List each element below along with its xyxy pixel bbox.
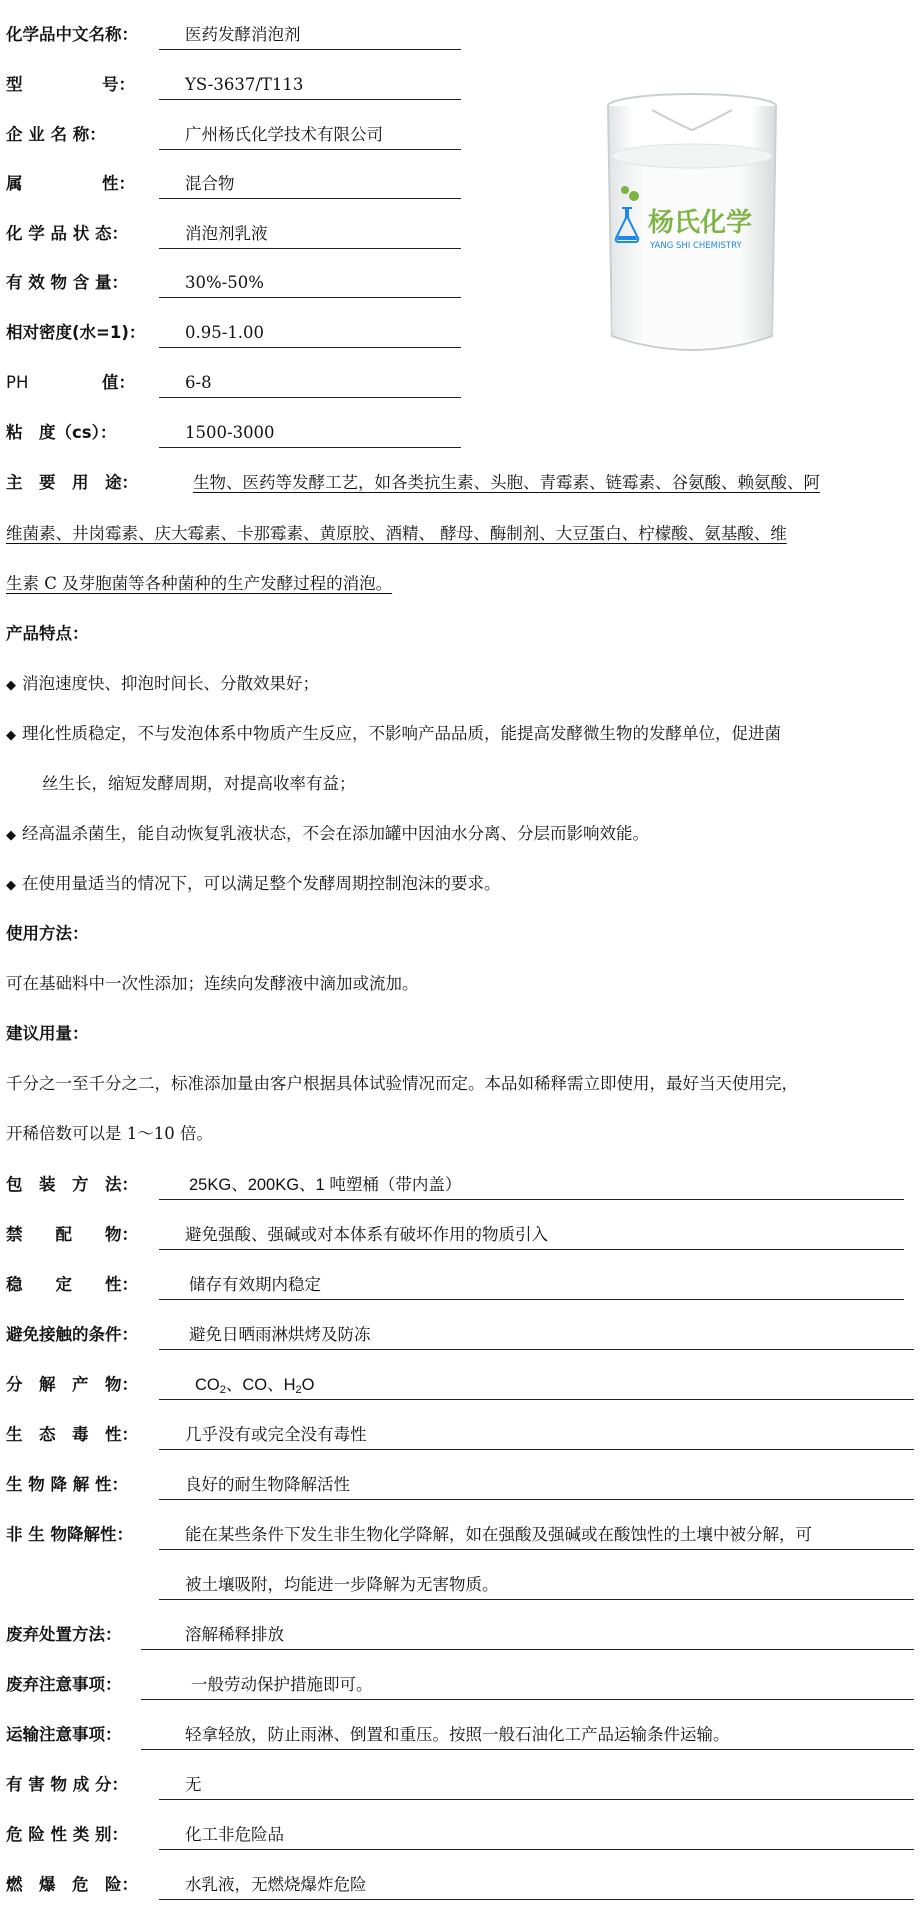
spec-value: 消泡剂乳液 bbox=[185, 224, 268, 243]
dosage-line-2: 开稀倍数可以是 1～10 倍。 bbox=[6, 1124, 213, 1143]
diamond-bullet-icon: ◆ bbox=[6, 678, 16, 693]
spec-value-formula: $CO_2$、CO、$H_2O$ bbox=[195, 1376, 315, 1396]
spec-value: 几乎没有或完全没有毒性 bbox=[185, 1425, 367, 1444]
spec-label: 化 学 品 状 态： bbox=[6, 224, 128, 243]
spec-label: 主 要 用 途： bbox=[6, 473, 138, 492]
usage-heading: 使用方法： bbox=[6, 924, 89, 943]
spec-value: 医药发酵消泡剂 bbox=[185, 25, 301, 44]
spec-label: 生 态 毒 性： bbox=[6, 1425, 138, 1444]
spec-value: 25KG、200KG、1 吨塑桶（带内盖） bbox=[189, 1176, 462, 1194]
spec-label: 危 险 性 类 别： bbox=[6, 1825, 128, 1844]
spec-label: 属 性： bbox=[6, 174, 135, 193]
spec-value: 溶解稀释排放 bbox=[185, 1625, 284, 1644]
main-use-line-1: 生物、医药等发酵工艺，如各类抗生素、头胞、青霉素、链霉素、谷氨酸、赖氨酸、阿 bbox=[193, 473, 820, 492]
spec-value: 能在某些条件下发生非生物化学降解，如在强酸及强碱或在酸蚀性的土壤中被分解，可 bbox=[185, 1525, 812, 1544]
spec-value: 避免强酸、强碱或对本体系有破坏作用的物质引入 bbox=[185, 1225, 548, 1244]
feature-bullet: ◆ 在使用量适当的情况下，可以满足整个发酵周期控制泡沫的要求。 bbox=[6, 874, 501, 893]
emulsion-surface bbox=[612, 144, 772, 168]
spec-label: 有 害 物 成 分： bbox=[6, 1775, 128, 1794]
diamond-bullet-icon: ◆ bbox=[6, 878, 16, 893]
feature-bullet: ◆ 消泡速度快、抑泡时间长、分散效果好； bbox=[6, 674, 319, 693]
feature-bullet-continued: 丝生长，缩短发酵周期，对提高收率有益； bbox=[42, 774, 356, 793]
usage-text: 可在基础料中一次性添加；连续向发酵液中滴加或流加。 bbox=[6, 974, 419, 993]
spec-value: 6-8 bbox=[185, 373, 212, 392]
spec-value: 无 bbox=[185, 1775, 202, 1794]
spec-value: 30%-50% bbox=[185, 273, 264, 292]
spec-label: 避免接触的条件： bbox=[6, 1325, 138, 1344]
spec-label: 企 业 名 称： bbox=[6, 125, 106, 144]
spec-value: 1500-3000 bbox=[185, 423, 275, 442]
spec-value: 广州杨氏化学技术有限公司 bbox=[185, 125, 383, 144]
spec-value: 0.95-1.00 bbox=[185, 323, 265, 342]
feature-bullet: ◆ 经高温杀菌生，能自动恢复乳液状态，不会在添加罐中因油水分离、分层而影响效能。 bbox=[6, 824, 649, 843]
spec-label: 相对密度(水=1)： bbox=[6, 323, 146, 342]
spec-label: 废弃处置方法： bbox=[6, 1625, 122, 1644]
spec-label: 非 生 物降解性： bbox=[6, 1525, 133, 1544]
spec-label: PH 值： bbox=[6, 373, 135, 392]
spec-label: 生 物 降 解 性： bbox=[6, 1475, 128, 1494]
spec-value: 被土壤吸附，均能进一步降解为无害物质。 bbox=[185, 1575, 499, 1594]
features-heading: 产品特点： bbox=[6, 624, 89, 643]
spec-value: 水乳液，无燃烧爆炸危险 bbox=[185, 1875, 367, 1894]
spec-label: 分 解 产 物： bbox=[6, 1375, 138, 1394]
diamond-bullet-icon: ◆ bbox=[6, 728, 16, 743]
feature-bullet: ◆ 理化性质稳定，不与发泡体系中物质产生反应，不影响产品品质，能提高发酵微生物的发酵单位，促进菌 bbox=[6, 724, 781, 743]
spec-value: 化工非危险品 bbox=[185, 1825, 284, 1844]
spec-label: 禁 配 物： bbox=[6, 1225, 138, 1244]
spec-label: 型 号： bbox=[6, 75, 135, 94]
spec-label: 粘 度（cs）： bbox=[6, 423, 117, 442]
spec-label: 运输注意事项： bbox=[6, 1725, 122, 1744]
spec-value: 轻拿轻放，防止雨淋、倒置和重压。按照一般石油化工产品运输条件运输。 bbox=[185, 1725, 730, 1744]
spec-label: 有 效 物 含 量： bbox=[6, 273, 128, 292]
spec-value: 混合物 bbox=[185, 174, 235, 193]
beaker-emulsion bbox=[612, 156, 772, 347]
logo-text-en: YANG SHI CHEMISTRY bbox=[650, 241, 742, 251]
diamond-bullet-icon: ◆ bbox=[6, 828, 16, 843]
dosage-heading: 建议用量： bbox=[6, 1024, 89, 1043]
spec-label: 废弃注意事项： bbox=[6, 1675, 122, 1694]
main-use-line-2: 维菌素、井岗霉素、庆大霉素、卡那霉素、黄原胶、酒精、 酵母、酶制剂、大豆蛋白、柠檬酸、氨基酸、维 bbox=[6, 524, 787, 543]
spec-value: 储存有效期内稳定 bbox=[189, 1275, 321, 1294]
main-use-line-3: 生素 C 及芽胞菌等各种菌种的生产发酵过程的消泡。 bbox=[6, 574, 393, 593]
spec-label: 化学品中文名称： bbox=[6, 25, 138, 44]
product-beaker-image bbox=[592, 86, 792, 366]
dosage-line-1: 千分之一至千分之二，标准添加量由客户根据具体试验情况而定。本品如稀释需立即使用，最好当天使用完， bbox=[6, 1074, 798, 1093]
logo-text-cn: 杨氏化学 bbox=[648, 208, 753, 238]
spec-value: 避免日晒雨淋烘烤及防冻 bbox=[189, 1325, 371, 1344]
spec-label: 包 装 方 法： bbox=[6, 1175, 138, 1194]
spec-label: 稳 定 性： bbox=[6, 1275, 138, 1294]
spec-label: 燃 爆 危 险： bbox=[6, 1875, 138, 1894]
spec-value: 一般劳动保护措施即可。 bbox=[191, 1675, 373, 1694]
spec-value: 良好的耐生物降解活性 bbox=[185, 1475, 350, 1494]
spec-value: YS-3637/T113 bbox=[185, 75, 304, 94]
spec-underline bbox=[159, 1770, 914, 1800]
